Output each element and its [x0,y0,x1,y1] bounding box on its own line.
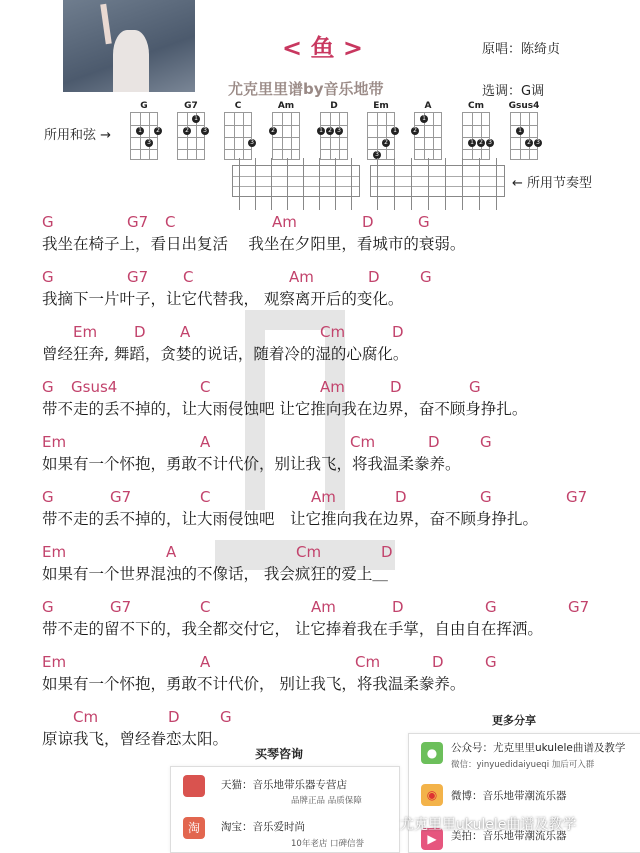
chord-mark: D [381,543,393,561]
chord-mark: G [418,213,430,231]
chord-mark: A [166,543,177,561]
lyric-text: 曾经狂奔, 舞蹈，贪婪的说话，随着冷的湿的心腐化。 [42,345,409,363]
lyric-text: 带不走的丢不掉的，让大雨侵蚀吧 让它推向我在边界，奋不顾身挣扎。 [42,400,528,418]
lyric-line [0,488,640,528]
share-card [408,733,640,853]
chord-mark: G7 [127,213,149,231]
chord-mark: A [200,653,211,671]
chord-mark: D [395,488,407,506]
chord-diagram-label: Am [277,101,295,111]
wechat-watermark: 尤克里里ukulele曲谱及教学 [400,817,577,833]
chord-diagram-label: A [424,101,432,111]
chord-diagram-label: D [330,101,338,111]
chord-mark: D [392,323,404,341]
taobao-link[interactable]: 淘宝：音乐爱时尚 [221,821,305,833]
chord-mark: G [42,598,54,616]
chord-mark: G [480,488,492,506]
chord-mark: G [480,433,492,451]
chord-mark: Am [311,488,336,506]
finger-dot: 3 [201,127,209,135]
finger-dot: 3 [145,139,153,147]
lyric-line [0,543,640,583]
chord-mark: C [200,378,211,396]
chord-mark: Em [73,323,98,341]
lyric-text: 带不走的丢不掉的，让大雨侵蚀吧 让它推向我在边界，奋不顾身挣扎。 [42,510,539,528]
lyric-text: 原谅我飞，曾经眷恋太阳。 [42,730,229,748]
tmall-sub: 品牌正品 品质保障 [291,796,362,806]
wechat-sub: 微信：yinyuedidaiyueqi 加后可入群 [451,760,595,770]
chord-mark: Am [272,213,297,231]
chord-mark: G7 [566,488,588,506]
finger-dot: 2 [382,139,390,147]
finger-dot: 2 [477,139,485,147]
chord-mark: Em [42,653,67,671]
chord-mark: Am [311,598,336,616]
finger-dot: 2 [269,127,277,135]
key: 选调：G调 [482,84,545,99]
finger-dot: 1 [136,127,144,135]
finger-dot: 2 [525,139,533,147]
finger-dot: 2 [326,127,334,135]
finger-dot: 1 [420,115,428,123]
share-title: 更多分享 [492,714,536,727]
lyric-line [0,653,640,693]
finger-dot: 1 [516,127,524,135]
singer: 原唱：陈绮贞 [482,42,561,57]
finger-dot: 1 [391,127,399,135]
rhythm-label: ← 所用节奏型 [512,176,593,191]
chord-mark: D [368,268,380,286]
subtitle: 尤克里里谱by音乐地带 [228,80,384,98]
tmall-icon [183,775,205,797]
chord-diagram-label: Gsus4 [508,101,540,111]
weibo-icon: ◉ [421,784,443,806]
wechat-link[interactable]: 公众号：尤克里里ukulele曲谱及教学 [451,742,626,754]
lyric-line [0,213,640,253]
chord-mark: G [485,653,497,671]
chord-mark: D [168,708,180,726]
chord-mark: G [220,708,232,726]
chord-mark: D [390,378,402,396]
chord-mark: Cm [320,323,346,341]
chord-mark: Am [320,378,345,396]
chord-mark: G7 [110,488,132,506]
singer-photo [63,0,195,92]
chord-diagram-label: G [140,101,148,111]
chord-diagram [462,112,490,160]
chord-diagram [414,112,442,160]
chord-diagram-label: Cm [468,101,484,111]
chord-mark: Cm [73,708,99,726]
chord-mark: A [200,433,211,451]
chord-mark: G7 [110,598,132,616]
wechat-icon: ● [421,742,443,764]
chord-mark: D [362,213,374,231]
taobao-sub: 10年老店 口碑信誉 [291,839,365,849]
chord-diagram-label: G7 [184,101,198,111]
chord-diagram [367,112,395,160]
chord-mark: Cm [296,543,322,561]
chord-mark: D [432,653,444,671]
finger-dot: 2 [411,127,419,135]
lyric-text: 如果有一个怀抱，勇敢不计代价， 别让我飞，将我温柔豢养。 [42,675,466,693]
chord-mark: G [42,213,54,231]
chord-mark: C [165,213,176,231]
lyric-line [0,323,640,363]
chord-mark: G [42,378,54,396]
lyric-line [0,598,640,638]
finger-dot: 3 [534,139,542,147]
chord-mark: C [183,268,194,286]
buy-card [170,766,400,853]
taobao-icon: 淘 [183,817,205,839]
weibo-link[interactable]: 微博：音乐地带潮流乐器 [451,790,567,802]
lyric-line [0,378,640,418]
finger-dot: 3 [335,127,343,135]
lyric-text: 带不走的留不下的，我全都交付它， 让它捧着我在手掌，自由自在挥洒。 [42,620,543,638]
chord-mark: D [134,323,146,341]
lyric-text: 我摘下一片叶子，让它代替我， 观察离开后的变化。 [42,290,404,308]
finger-dot: 2 [154,127,162,135]
finger-dot: 3 [248,139,256,147]
chord-mark: G [485,598,497,616]
chord-mark: Cm [355,653,381,671]
chord-mark: Em [42,433,67,451]
finger-dot: 1 [468,139,476,147]
chord-mark: D [428,433,440,451]
chord-mark: Am [289,268,314,286]
buy-title: 买琴咨询 [255,747,304,761]
chord-mark: D [392,598,404,616]
chord-mark: C [200,488,211,506]
chord-mark: A [180,323,191,341]
chord-mark: G7 [127,268,149,286]
finger-dot: 1 [192,115,200,123]
finger-dot: 3 [486,139,494,147]
lyric-line [0,268,640,308]
chord-diagram [272,112,300,160]
chord-diagram [177,112,205,160]
chord-mark: G [42,268,54,286]
chord-mark: Em [42,543,67,561]
chord-diagram [320,112,348,160]
chord-diagram [130,112,158,160]
lyric-text: 如果有一个怀抱，勇敢不计代价，别让我飞，将我温柔豢养。 [42,455,461,473]
lyric-text: 我坐在椅子上，看日出复活 我坐在夕阳里，看城市的衰弱。 [42,235,466,253]
chord-mark: G [420,268,432,286]
chord-mark: G7 [568,598,590,616]
chord-mark: C [200,598,211,616]
finger-dot: 3 [373,151,381,159]
chord-mark: Gsus4 [71,378,118,396]
chord-mark: G [469,378,481,396]
meipai-link[interactable]: 美拍：音乐地带潮流乐器 [451,830,567,842]
finger-dot: 1 [317,127,325,135]
finger-dot: 2 [183,127,191,135]
chord-diagram [510,112,538,160]
picking-pattern [370,165,505,197]
song-title: < 鱼 > [282,34,363,62]
chord-diagram-label: Em [373,101,389,111]
chords-label: 所用和弦 → [44,128,112,143]
chord-mark: Cm [350,433,376,451]
meipai-icon: ▶ [421,828,443,850]
tmall-link[interactable]: 天猫：音乐地带乐器专营店 [221,779,347,791]
lyric-line [0,433,640,473]
strum-pattern [232,165,360,197]
chord-mark: G [42,488,54,506]
chord-diagram [224,112,252,160]
lyric-text: 如果有一个世界混浊的不像话， 我会疯狂的爱上＿ [42,565,388,583]
chord-diagram-label: C [234,101,242,111]
